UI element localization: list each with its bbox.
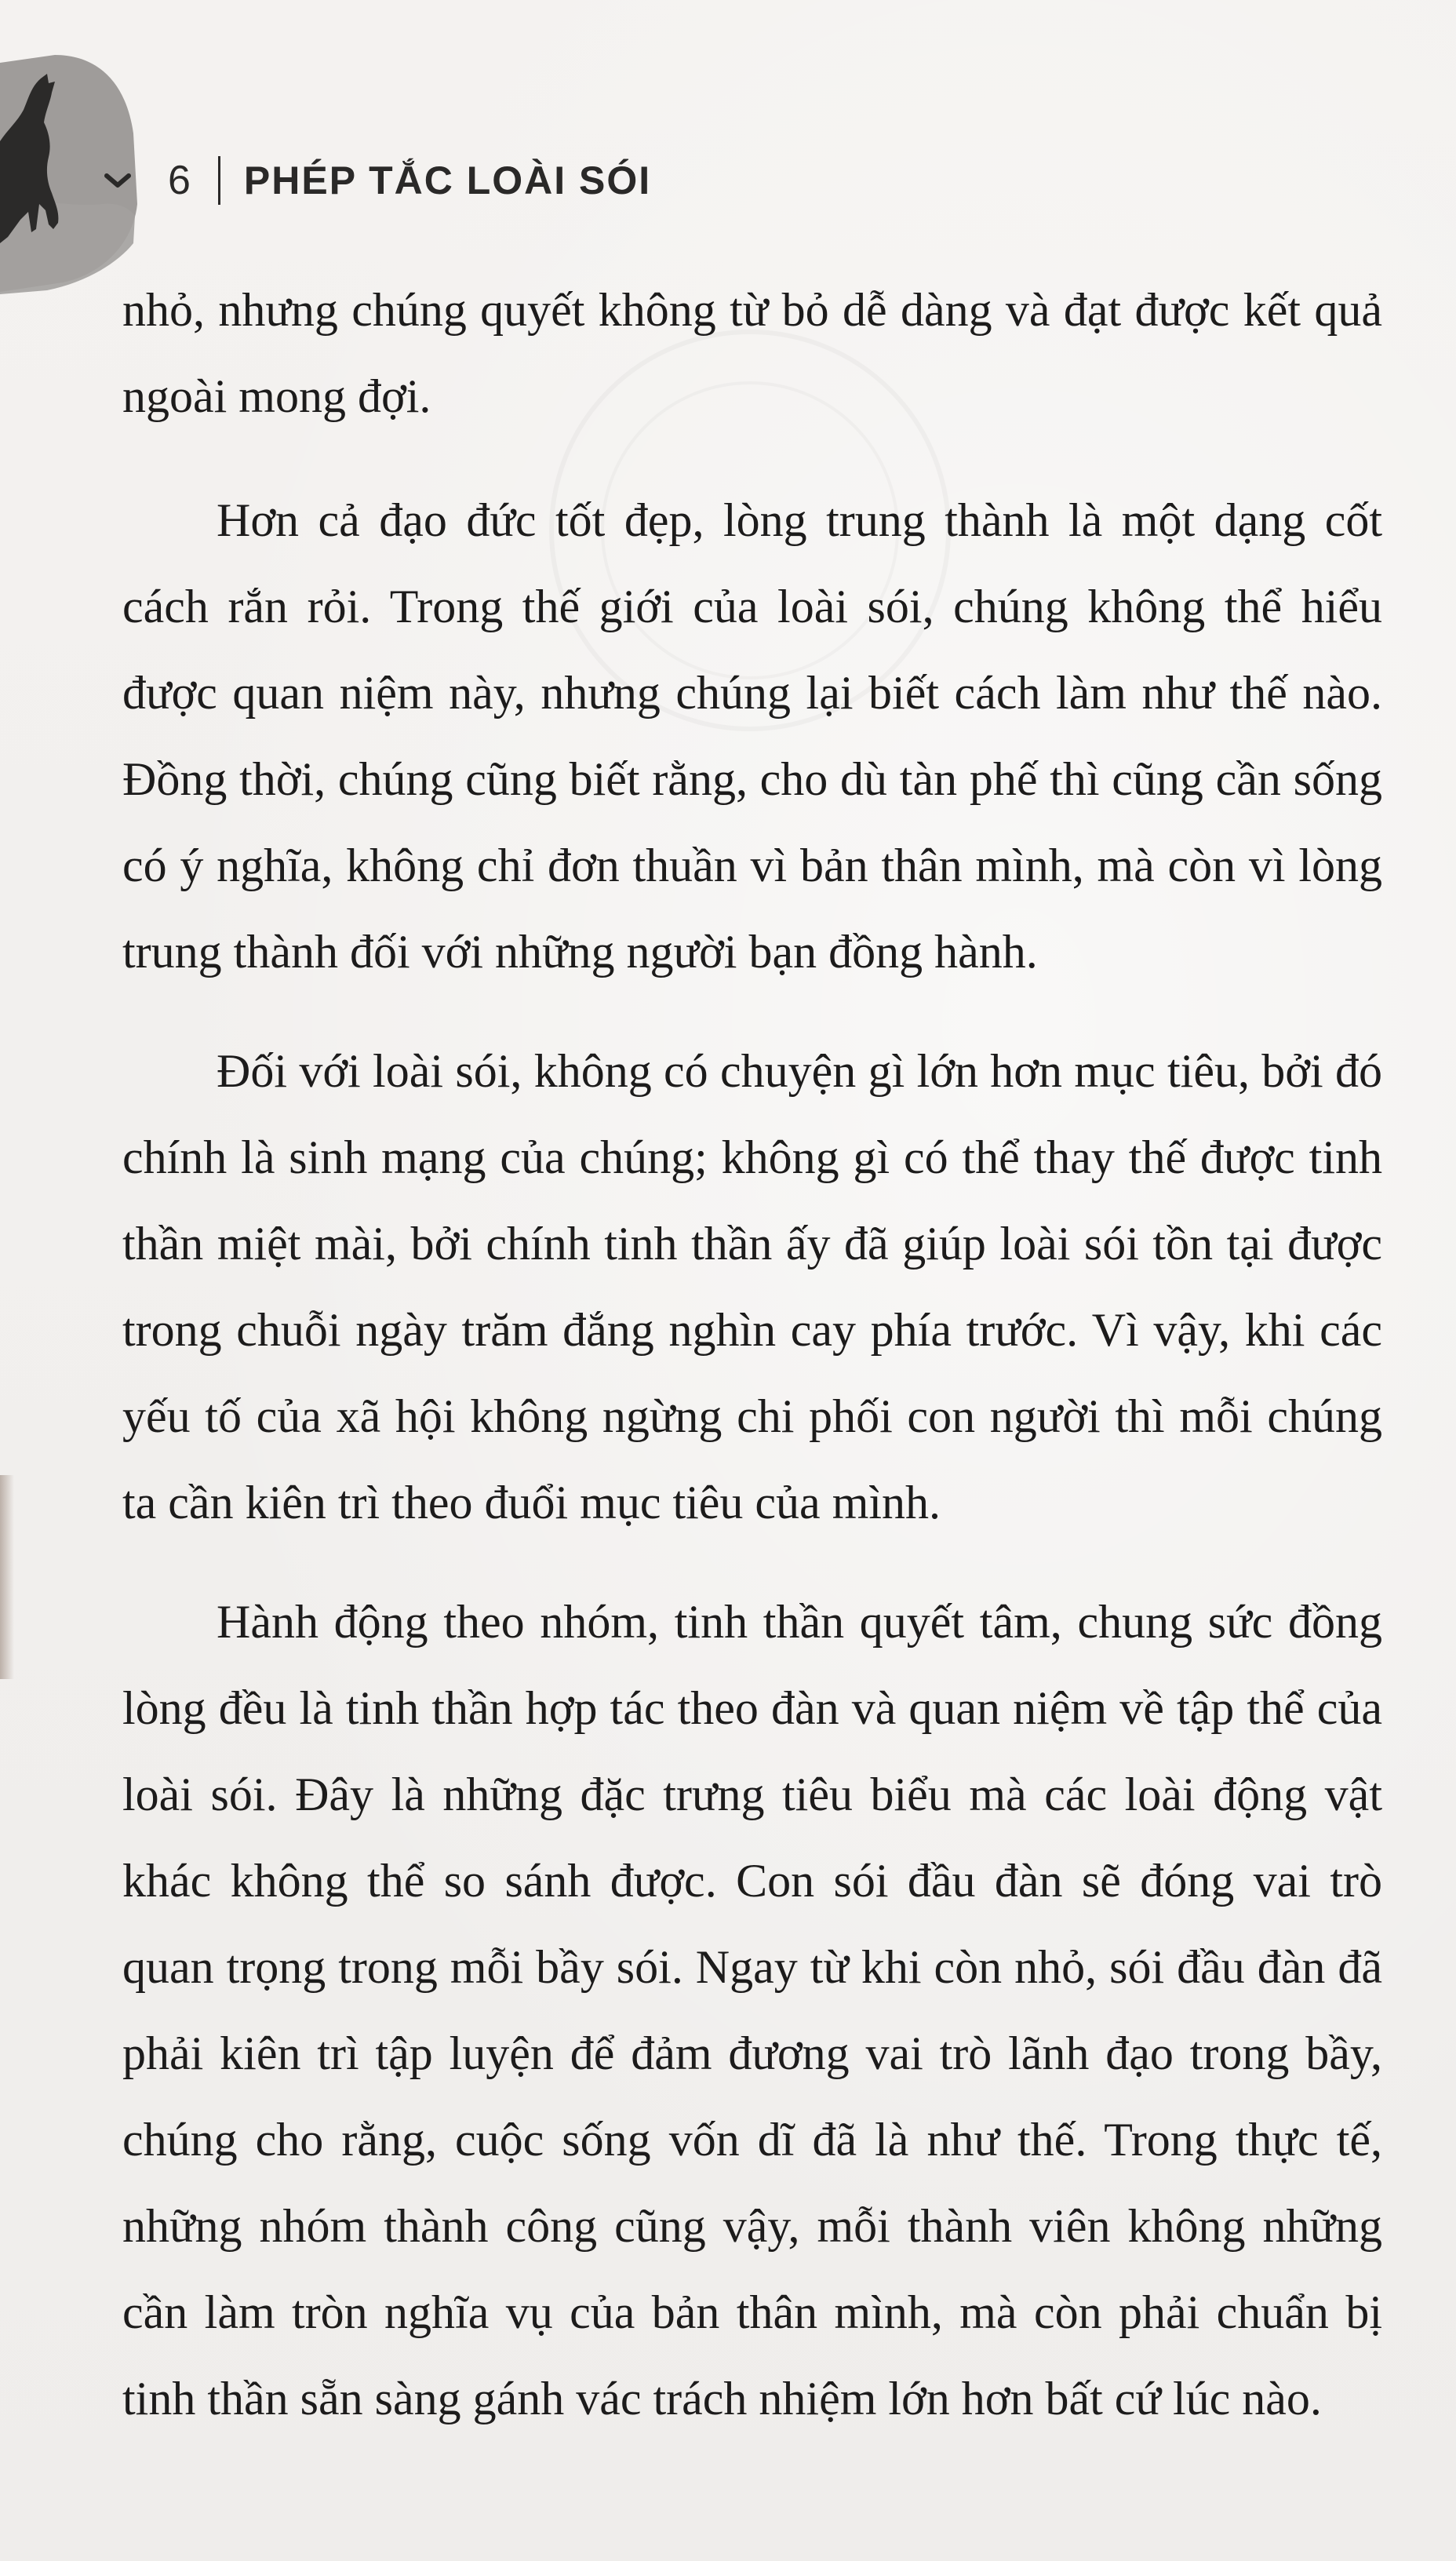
page-number: 6 [168, 158, 191, 203]
paragraph: Hơn cả đạo đức tốt đẹp, lòng trung thành là một dạng cốt cách rắn rỏi. Trong thế giới của loài sói, chúng không thể hiểu được quan niệm này, nhưng chúng lại biết cách làm như thế nào. Đồng thời, chúng cũng biết rằng, cho dù tàn phế thì cũng cần sống có ý nghĩa, không chỉ đơn thuần vì bản thân mình, mà còn vì lòng trung thành đối với những người bạn đồng hành. [122, 494, 1382, 978]
paragraph: Hành động theo nhóm, tinh thần quyết tâm, chung sức đồng lòng đều là tinh thần hợp tác theo đàn và quan niệm về tập thể của loài sói. Đây là những đặc trưng tiêu biểu mà các loài động vật khác không thể so sánh được. Con sói đầu đàn sẽ đóng vai trò quan trọng trong mỗi bầy sói. Ngay từ khi còn nhỏ, sói đầu đàn đã phải kiên trì tập luyện để đảm đương vai trò lãnh đạo trong bầy, chúng cho rằng, cuộc sống vốn dĩ đã là như thế. Trong thực tế, những nhóm thành công cũng vậy, mỗi thành viên không những cần làm tròn nghĩa vụ của bản thân mình, mà còn phải chuẩn bị tinh thần sẵn sàng gánh vác trách nhiệm lớn hơn bất cứ lúc nào. [122, 1596, 1382, 2424]
chevron-down-icon [102, 165, 133, 196]
page-header [0, 47, 1456, 251]
paragraph: Đối với loài sói, không có chuyện gì lớn hơn mục tiêu, bởi đó chính là sinh mạng của chúng; không gì có thể thay thế được tinh thần miệt mài, bởi chính tinh thần ấy đã giúp loài sói tồn tại được trong chuỗi ngày trăm đắng nghìn cay phía trước. Vì vậy, khi các yếu tố của xã hội không ngừng chi phối con người thì mỗi chúng ta cần kiên trì theo đuổi mục tiêu của mình. [122, 1045, 1382, 1528]
page-edge-shadow [0, 1475, 14, 1679]
paragraph-continuation: nhỏ, nhưng chúng quyết không từ bỏ dễ dàng và đạt được kết quả ngoài mong đợi. [122, 284, 1382, 422]
running-header [102, 141, 651, 220]
running-title: PHÉP TẮC LOÀI SÓI [243, 158, 652, 202]
header-separator [218, 156, 220, 205]
body-text [122, 267, 1382, 2475]
